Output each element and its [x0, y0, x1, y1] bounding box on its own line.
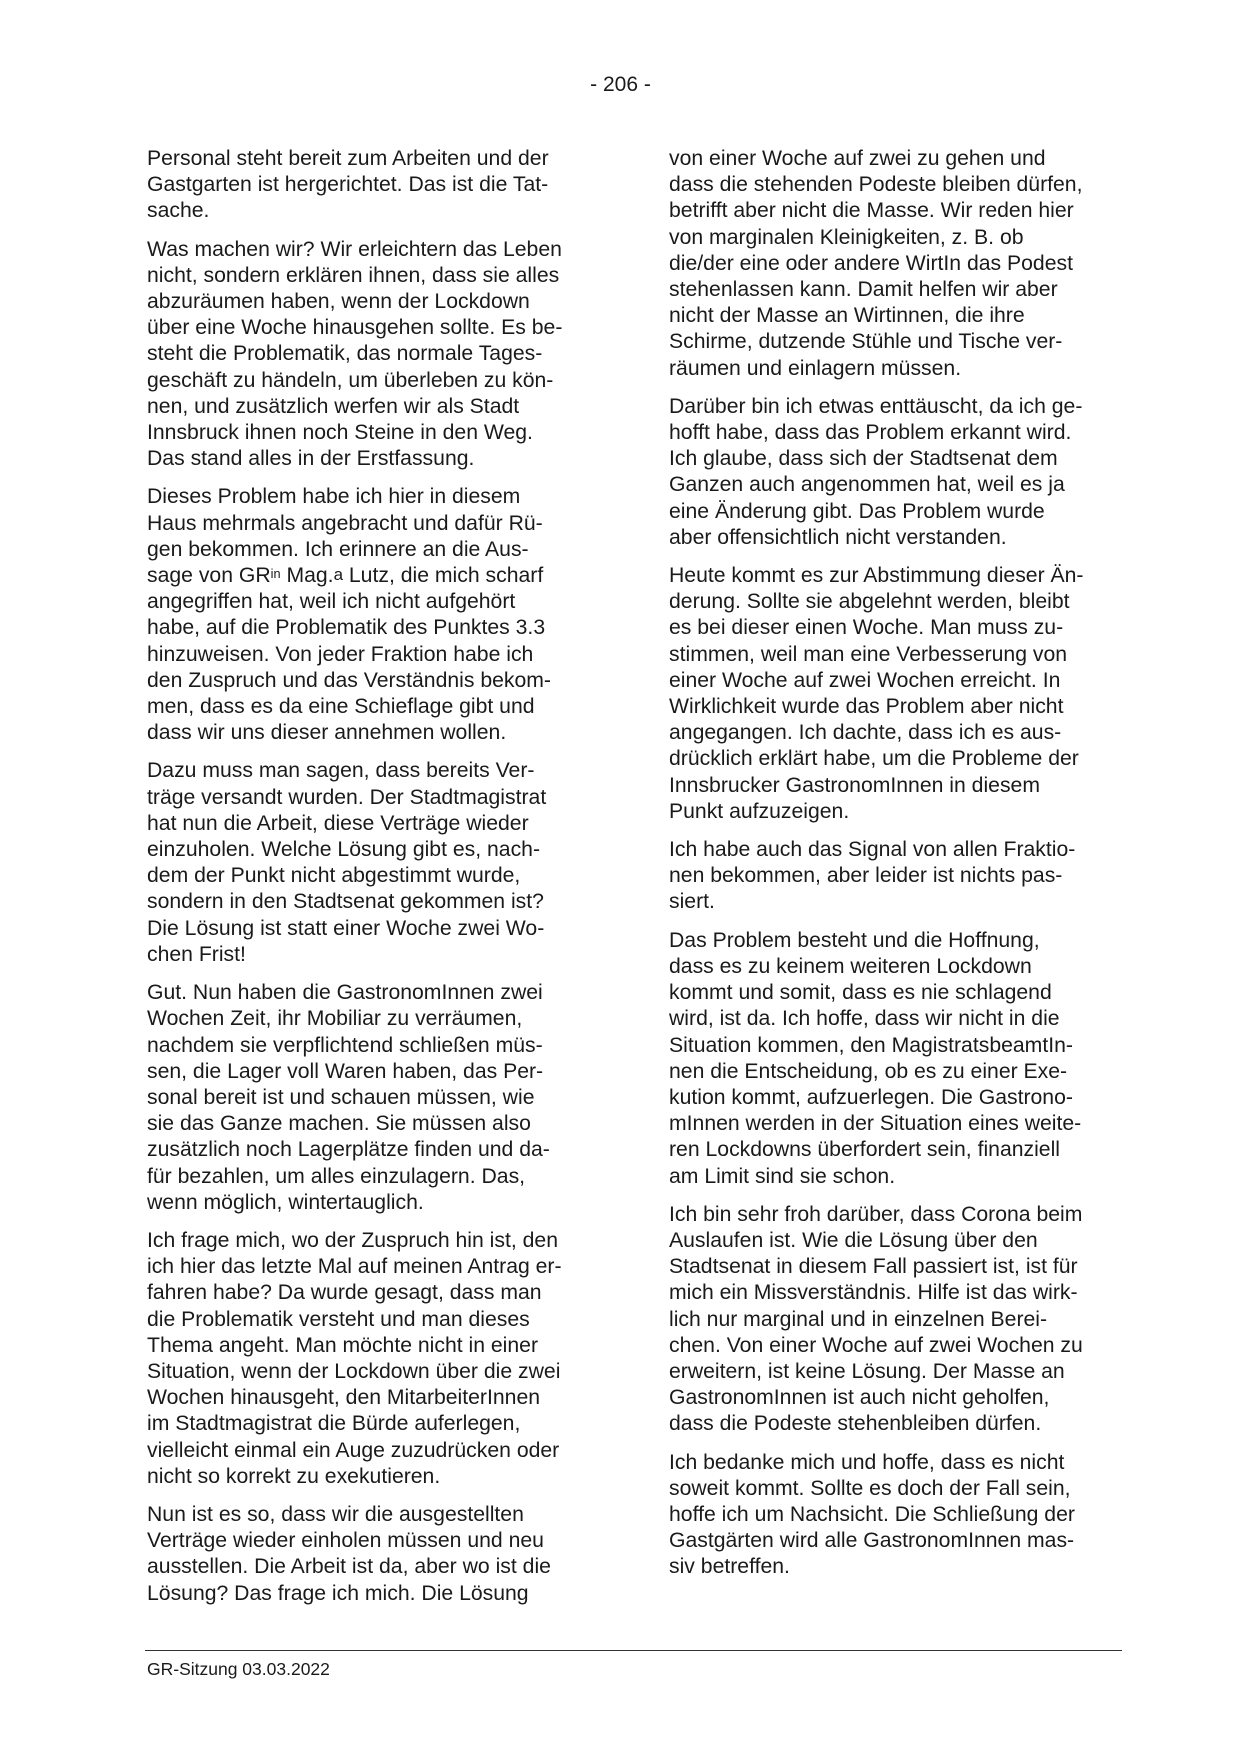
superscript-in: in [270, 566, 281, 582]
paragraph: Gut. Nun haben die GastronomInnen zwei Wochen Zeit, ihr Mobiliar zu verräumen, nachdem sie verpflichtend schließen müs- sen, die Lager voll Waren haben, das Per- sonal bereit ist und schauen müssen, wie sie das Ganze machen. Sie müssen also zusätzlich noch Lagerplätze finden und da- für bezahlen, um alles einzulagern. Das, wenn möglich, wintertauglich. [147, 981, 550, 1214]
paragraph: Nun ist es so, dass wir die ausgestellten Verträge wieder einholen müssen und neu ausstellen. Die Arbeit ist da, aber wo ist die Lösung? Das frage ich mich. Die Lösung [147, 1502, 551, 1605]
text-span: Lutz, die mich scharf angegriffen hat, weil ich nicht aufgehört habe, auf die Problematik des Punktes 3.3 hinzuweisen. Von jeder Fraktion habe ich den Zuspruch und das Verständnis bekom- men, dass es da eine Schieflage gibt und dass wir uns dieser annehmen wollen. [147, 564, 551, 745]
footer-session-date: GR-Sitzung 03.03.2022 [147, 1659, 330, 1679]
text-span: Dieses Problem habe ich hier in diesem Haus mehrmals angebracht und dafür Rü- gen bekommen. Ich erinnere an die Aus- sage von GR [147, 485, 543, 588]
paragraph: von einer Woche auf zwei zu gehen und dass die stehenden Podeste bleiben dürfen, betrifft aber nicht die Masse. Wir reden hier von marginalen Kleinigkeiten, z. B. ob die/der eine oder andere WirtIn das Podest stehenlassen kann. Damit helfen wir aber nicht der Masse an Wirtinnen, die ihre Schirme, dutzende Stühle und Tische ver- räumen und einlagern müssen. [669, 147, 1083, 380]
paragraph: Heute kommt es zur Abstimmung dieser Än- derung. Sollte sie abgelehnt werden, bleibt es bei dieser einen Woche. Man muss zu- stimmen, weil man eine Verbesserung von einer Woche auf zwei Wochen erreicht. In Wirklichkeit wurde das Problem aber nicht angegangen. Ich dachte, dass ich es aus- drücklich erklärt habe, um die Probleme der Innsbrucker GastronomInnen in diesem Punkt aufzuzeigen. [669, 564, 1084, 823]
paragraph: Ich bedanke mich und hoffe, dass es nicht soweit kommt. Sollte es doch der Fall sein, hoffe ich um Nachsicht. Die Schließung der Gastgärten wird alle GastronomInnen mas- siv betreffen. [669, 1450, 1075, 1579]
footer-divider [145, 1650, 1122, 1651]
paragraph: Darüber bin ich etwas enttäuscht, da ich ge- hofft habe, dass das Problem erkannt wird. Ich glaube, dass sich der Stadtsenat dem Ganzen auch angenommen hat, weil es ja eine Änderung gibt. Das Problem wurde aber offensichtlich nicht verstanden. [669, 394, 1083, 549]
paragraph: Ich habe auch das Signal von allen Fraktio- nen bekommen, aber leider ist nichts pas- siert. [669, 838, 1076, 914]
left-column [147, 146, 596, 1619]
paragraph: Ich frage mich, wo der Zuspruch hin ist, den ich hier das letzte Mal auf meinen Antrag er- fahren habe? Da wurde gesagt, dass man die Problematik versteht und man dieses Thema angeht. Man möchte nicht in einer Situation, wenn der Lockdown über die zwei Wochen hinausgeht, den MitarbeiterInnen im Stadtmagistrat die Bürde auferlegen, vielleicht einmal ein Auge zuzudrücken oder nicht so korrekt zu exekutieren. [147, 1228, 562, 1488]
paragraph [147, 484, 596, 746]
right-column [669, 146, 1118, 1593]
paragraph: Was machen wir? Wir erleichtern das Leben nicht, sondern erklären ihnen, dass sie alles abzuräumen haben, wenn der Lockdown über eine Woche hinausgehen sollte. Es be- steht die Problematik, das normale Tages- geschäft zu händeln, um überleben zu kön- nen, und zusätzlich werfen wir als Stadt Innsbruck ihnen noch Steine in den Weg. Das stand alles in der Erstfassung. [147, 237, 563, 471]
paragraph: Personal steht bereit zum Arbeiten und der Gastgarten ist hergerichtet. Das ist die Tat- sache. [147, 147, 549, 223]
page-number: - 206 - [590, 73, 651, 96]
paragraph: Ich bin sehr froh darüber, dass Corona beim Auslaufen ist. Wie die Lösung über den Stadtsenat in diesem Fall passiert ist, ist für mich ein Missverständnis. Hilfe ist das wirk- lich nur marginal und in einzelnen Berei- chen. Von einer Woche auf zwei Wochen zu erweitern, ist keine Lösung. Der Masse an GastronomInnen ist auch nicht geholfen, dass die Podeste stehenbleiben dürfen. [669, 1202, 1083, 1436]
paragraph: Das Problem besteht und die Hoffnung, dass es zu keinem weiteren Lockdown kommt und somit, dass es nie schlagend wird, ist da. Ich hoffe, dass wir nicht in die Situation kommen, den MagistratsbeamtIn- nen die Entscheidung, ob es zu einer Exe- kution kommt, aufzuerlegen. Die Gastrono- mInnen werden in der Situation eines weite- ren Lockdowns überfordert sein, finanziell am Limit sind sie schon. [669, 928, 1082, 1188]
ordinal-a: a [333, 565, 344, 585]
paragraph: Dazu muss man sagen, dass bereits Ver- träge versandt wurden. Der Stadtmagistrat hat nun die Arbeit, diese Verträge wieder einzuholen. Welche Lösung gibt es, nach- dem der Punkt nicht abgestimmt wurde, sondern in den Stadtsenat gekommen ist? Die Lösung ist statt einer Woche zwei Wo- chen Frist! [147, 759, 547, 966]
text-span: Mag. [280, 564, 334, 588]
